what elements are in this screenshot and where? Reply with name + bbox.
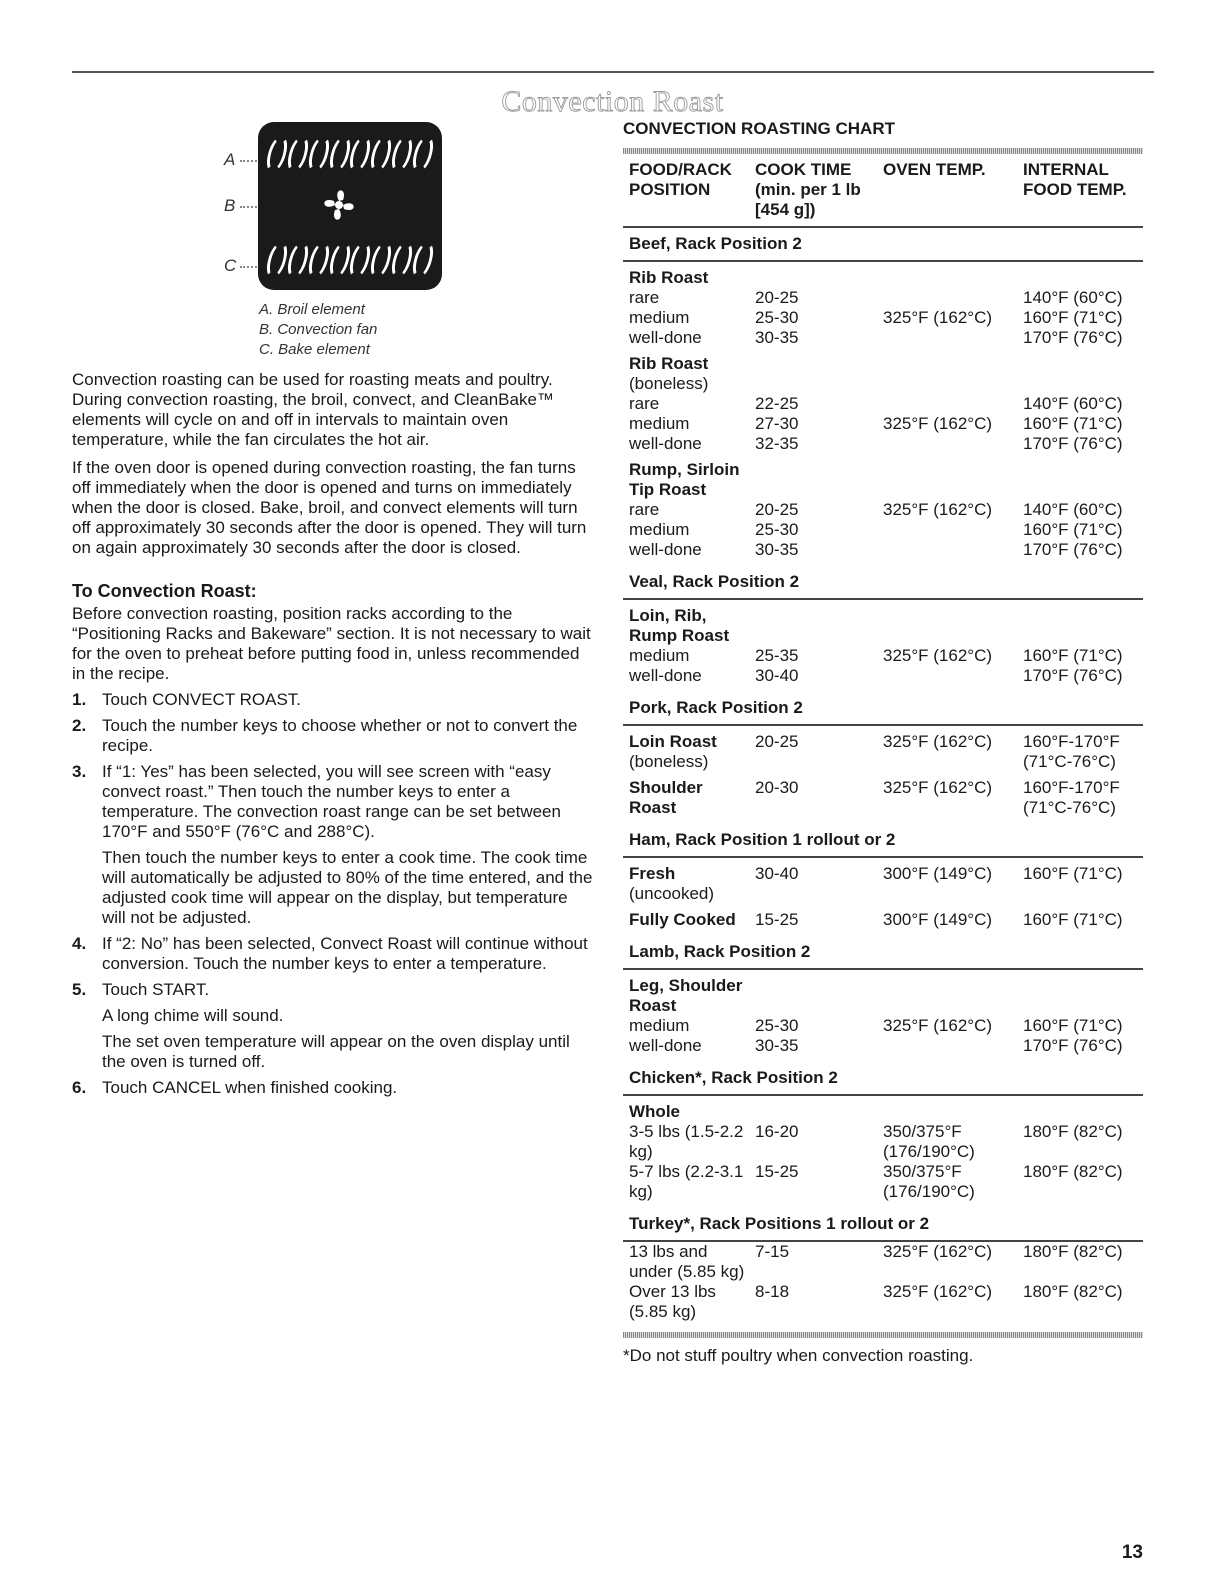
group-title: Turkey*, Rack Positions 1 rollout or 2 [623,1208,1143,1241]
doneness-cell: medium [629,414,690,433]
oven-cavity-illustration [258,122,442,290]
broil-element-icon [268,136,432,172]
internal-temp-cell: 140°F (60°C) [1023,288,1123,307]
internal-temp-cell: 180°F (82°C) [1023,1242,1123,1261]
internal-temp-cell: 160°F (71°C) [1023,1016,1123,1035]
group-header-row [623,227,1143,261]
oven-temp-cell: 325°F (162°C) [883,500,993,519]
cut-value: 160°F (71°C) [1023,864,1123,883]
spacer-cell [623,1322,1143,1328]
cut-name: Rib Roast [629,354,709,373]
doneness-cell: well-done [629,540,702,559]
internal-temp-cell: 140°F (60°C) [1023,394,1123,413]
group-title: Veal, Rack Position 2 [623,566,1143,599]
step-number: 1. [72,690,87,709]
left-column [72,118,594,1104]
cut-value: 15-25 [755,910,799,929]
intro-paragraph: Convection roasting can be used for roasting meats and poultry. During convection roasting, the broil, convect, and CleanBake™ elements will cycle on and off in intervals to maintain oven temperature, while the fan circulates the hot air. [72,370,554,449]
cut-value: 300°F (149°C) [883,910,993,929]
cut-row [623,772,1143,818]
table-row [623,1036,1143,1056]
table-row [623,374,1143,394]
oven-temp-cell: 350/375°F (176/190°C) [883,1122,975,1161]
doneness-cell: (boneless) [629,752,709,771]
cut-name: Rib Roast [629,268,709,287]
oven-temp-cell [877,434,1017,454]
chart-title: CONVECTION ROASTING CHART [623,119,895,138]
oven-temp-cell: 325°F (162°C) [883,308,993,327]
figure-caption [259,300,594,360]
step-number: 4. [72,934,87,953]
oven-temp-cell [877,1036,1017,1056]
cut-value: 160°F (71°C) [1023,910,1123,929]
table-row [623,1282,1143,1322]
cook-time-cell: 25-30 [755,520,799,539]
doneness-cell: medium [629,646,690,665]
section-heading: To Convection Roast: [72,581,257,601]
oven-temp-cell [877,288,1017,308]
cut-name: Shoulder Roast [629,778,703,817]
cook-time-cell: 20-25 [755,288,799,307]
bake-element-icon [268,242,432,278]
header-food-rack: FOOD/RACK POSITION [623,154,749,227]
cut-name: Rump, Sirloin Tip Roast [629,460,740,499]
oven-temp-cell [877,752,1017,772]
cut-spacer [749,969,1143,1016]
step-text: If “1: Yes” has been selected, you will see screen with “easy convect roast.” Then touch the number keys to enter a temperature. The convection roast range can be set between 170°F and 550°F (76°C and 288°C). [102,762,561,841]
step-text: Touch CONVECT ROAST. [102,690,302,709]
cut-name: Loin Roast [629,732,717,751]
cut-value: 325°F (162°C) [883,732,993,751]
cook-time-cell: 22-25 [755,394,799,413]
cook-time-cell: 7-15 [755,1242,790,1261]
step-number: 2. [72,716,87,735]
doneness-cell: well-done [629,434,702,453]
internal-temp-cell [1017,374,1143,394]
internal-temp-cell: 160°F (71°C) [1023,308,1123,327]
cook-time-cell: 30-40 [755,666,799,685]
table-row [623,884,1143,904]
group-header-row [623,824,1143,857]
step-text: Touch the number keys to choose whether or not to convert the recipe. [102,716,578,755]
cook-time-cell: 8-18 [755,1282,790,1301]
internal-temp-cell: 170°F (76°C) [1023,328,1123,347]
internal-temp-cell: 160°F (71°C) [1023,520,1123,539]
cook-time-cell [749,374,877,394]
group-spacer [623,1322,1143,1328]
cut-name: Whole [629,1102,680,1121]
doneness-cell: well-done [629,1036,702,1055]
chart-bottom-border [623,1332,1143,1338]
internal-temp-cell: 170°F (76°C) [1023,540,1123,559]
group-title: Lamb, Rack Position 2 [623,936,1143,969]
step-item [72,1078,594,1098]
doneness-cell: Over 13 lbs (5.85 kg) [629,1282,716,1321]
oven-temp-cell [877,666,1017,686]
cut-spacer [749,599,1143,646]
steps-list [72,690,594,1098]
figure-letter-b: B [224,196,236,215]
oven-temp-cell: 350/375°F (176/190°C) [883,1162,975,1201]
step-number: 5. [72,980,87,999]
step-item [72,934,594,974]
how-to-intro-text: Before convection roasting, position racks according to the “Positioning Racks and Bakeware” section. It is not necessary to wait for the oven to preheat before putting food in, unless recommended in the recipe. [72,604,591,683]
cook-time-cell: 30-35 [755,540,799,559]
doneness-cell: rare [629,288,660,307]
group-title: Beef, Rack Position 2 [623,227,1143,261]
cut-name: Fresh [629,864,676,883]
internal-temp-cell: 160°F (71°C) [1023,646,1123,665]
cut-row [623,969,1143,1016]
cut-spacer [749,348,1143,374]
cut-spacer [749,1095,1143,1122]
right-column [623,118,1143,1366]
doneness-cell: rare [629,394,660,413]
doneness-cell: well-done [629,666,702,685]
doneness-cell: rare [629,500,660,519]
cook-time-cell [749,752,877,772]
group-header-row [623,936,1143,969]
cook-time-cell: 15-25 [755,1162,799,1181]
doneness-cell: (uncooked) [629,884,715,903]
step-item [72,716,594,756]
cut-spacer [749,454,1143,500]
doneness-cell: well-done [629,328,702,347]
oven-temp-cell [877,884,1017,904]
oven-temp-cell [877,520,1017,540]
group-title: Chicken*, Rack Position 2 [623,1062,1143,1095]
table-row [623,646,1143,666]
header-internal-temp: INTERNAL FOOD TEMP. [1017,154,1143,227]
page-number: 13 [1121,1542,1143,1563]
caption-b: B. Convection fan [259,321,378,338]
cut-row [623,599,1143,646]
table-row [623,540,1143,560]
cut-value: 300°F (149°C) [883,864,993,883]
step-subtext: Then touch the number keys to enter a cook time. The cook time will automatically be adjusted to 80% of the time entered, and the adjusted cook time will appear on the display, but temperature will not be adjusted. [102,848,593,927]
cook-time-cell: 16-20 [755,1122,799,1141]
top-rule [72,71,1154,73]
cut-row [623,725,1143,752]
roasting-chart-table [623,154,1143,1328]
cook-time-cell: 25-35 [755,646,799,665]
table-row [623,1241,1143,1282]
oven-temp-cell [877,328,1017,348]
header-cook-time: COOK TIME (min. per 1 lb [454 g]) [749,154,877,227]
cut-name: Loin, Rib, Rump Roast [629,606,730,645]
group-title: Ham, Rack Position 1 rollout or 2 [623,824,1143,857]
cut-spacer [749,261,1143,288]
cut-row [623,261,1143,288]
table-row [623,500,1143,520]
cut-value: 325°F (162°C) [883,778,993,797]
cook-time-cell: 32-35 [755,434,799,453]
doneness-cell: 3-5 lbs (1.5-2.2 kg) [629,1122,744,1161]
table-row [623,434,1143,454]
group-header-row [623,1208,1143,1241]
doneness-cell: medium [629,308,690,327]
cook-time-cell [749,884,877,904]
intro-paragraph: If the oven door is opened during convection roasting, the fan turns off immediately when the door is opened and turns on immediately when the door is closed. Bake, broil, and convect elements will turn off approximately 30 seconds after the door is opened. They will turn on again approximately 30 seconds after the door is closed. [72,458,587,557]
figure-letter-a: A [224,150,236,169]
internal-temp-cell: 170°F (76°C) [1023,666,1123,685]
oven-temp-cell [877,374,1017,394]
cook-time-cell: 27-30 [755,414,799,433]
internal-temp-cell [1017,884,1143,904]
oven-temp-cell: 325°F (162°C) [883,1242,993,1261]
cook-time-cell: 25-30 [755,1016,799,1035]
cut-value: 160°F-170°F (71°C-76°C) [1023,778,1120,817]
group-header-row [623,1062,1143,1095]
internal-temp-cell: 140°F (60°C) [1023,500,1123,519]
cook-time-cell: 20-25 [755,500,799,519]
cook-time-cell: 30-35 [755,328,799,347]
cut-row [623,904,1143,930]
chart-body [623,227,1143,1328]
group-title: Pork, Rack Position 2 [623,692,1143,725]
table-header-row [623,154,1143,227]
internal-temp-cell: 170°F (76°C) [1023,1036,1123,1055]
step-item [72,980,594,1072]
table-row [623,666,1143,686]
cut-name: Leg, Shoulder Roast [629,976,743,1015]
oven-temp-cell: 325°F (162°C) [883,1282,993,1301]
cut-row [623,857,1143,884]
cut-value: 30-40 [755,864,799,883]
caption-a: A. Broil element [259,301,365,318]
step-text: Touch CANCEL when finished cooking. [102,1078,398,1097]
table-row [623,1162,1143,1202]
doneness-cell: 13 lbs and under (5.85 kg) [629,1242,745,1281]
header-oven-temp: OVEN TEMP. [877,154,1017,227]
table-row [623,308,1143,328]
doneness-cell: (boneless) [629,374,709,393]
table-row [623,394,1143,414]
doneness-cell: 5-7 lbs (2.2-3.1 kg) [629,1162,744,1201]
table-row [623,1122,1143,1162]
group-header-row [623,692,1143,725]
internal-temp-cell: 180°F (82°C) [1023,1122,1123,1141]
step-text: If “2: No” has been selected, Convect Roast will continue without conversion. Touch the number keys to enter a temperature. [102,934,588,973]
oven-temp-cell [877,540,1017,560]
intro-text [72,370,594,558]
step-item [72,762,594,928]
internal-temp-cell: 160°F (71°C) [1023,414,1123,433]
step-number: 3. [72,762,87,781]
table-row [623,288,1143,308]
step-subtext: The set oven temperature will appear on the oven display until the oven is turned off. [102,1032,570,1071]
oven-diagram [72,118,594,300]
table-row [623,328,1143,348]
step-item [72,690,594,710]
internal-temp-cell: 180°F (82°C) [1023,1162,1123,1181]
oven-temp-cell [877,394,1017,414]
cut-name: Fully Cooked [629,910,736,929]
figure-letter-c: C [224,256,237,275]
cut-row [623,1095,1143,1122]
cut-value: 20-25 [755,732,799,751]
table-row [623,752,1143,772]
caption-c: C. Bake element [259,341,370,358]
cut-row [623,348,1143,374]
oven-temp-cell: 325°F (162°C) [883,1016,993,1035]
doneness-cell: medium [629,520,690,539]
internal-temp-cell: 170°F (76°C) [1023,434,1123,453]
how-to-intro [72,604,594,684]
oven-temp-cell: 325°F (162°C) [883,414,993,433]
cook-time-cell: 25-30 [755,308,799,327]
step-subtext: A long chime will sound. [102,1006,284,1025]
cut-value: 160°F-170°F [1023,732,1120,751]
group-header-row [623,566,1143,599]
internal-temp-cell: 180°F (82°C) [1023,1282,1123,1301]
page-title: Convection Roast [501,85,724,118]
table-row [623,1016,1143,1036]
step-number: 6. [72,1078,87,1097]
cut-row [623,454,1143,500]
cut-value: 20-30 [755,778,799,797]
step-text: Touch START. [102,980,210,999]
table-row [623,520,1143,540]
cook-time-cell: 30-35 [755,1036,799,1055]
doneness-cell: medium [629,1016,690,1035]
table-row [623,414,1143,434]
chart-footnote: *Do not stuff poultry when convection roasting. [623,1346,974,1365]
internal-temp-cell: (71°C-76°C) [1023,752,1116,771]
oven-temp-cell: 325°F (162°C) [883,646,993,665]
convection-fan-icon [318,184,360,226]
